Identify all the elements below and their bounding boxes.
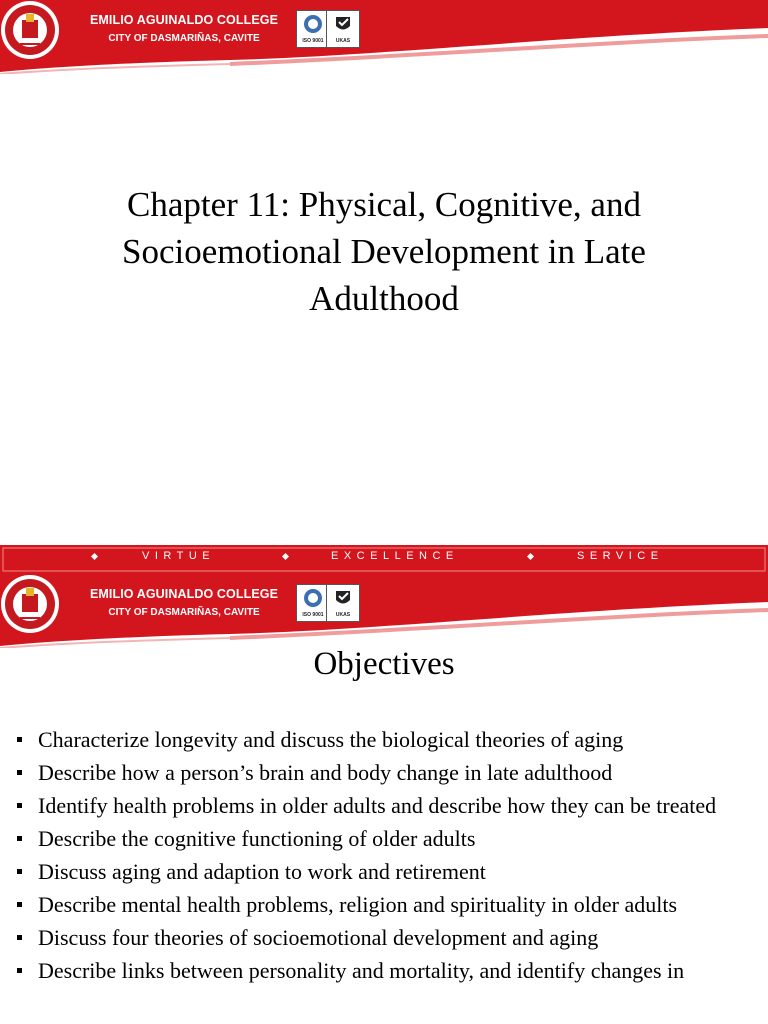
cert-right-label: UKAS [335, 612, 351, 618]
cert-left-label: ISO 9001 [302, 38, 324, 44]
ukas-certification-icon [326, 584, 360, 622]
ukas-certification-icon [326, 10, 360, 48]
motto-excellence: EXCELLENCE [331, 550, 459, 562]
objective-text: Describe the cognitive functioning of older adults [38, 826, 476, 851]
objective-text: Discuss four theories of socioemotional development and aging [38, 925, 599, 950]
college-city: CITY OF DASMARIÑAS, CAVITE [108, 607, 260, 618]
objectives-heading: Objectives [313, 646, 455, 682]
objective-text: Describe mental health problems, religion and spirituality in older adults [38, 892, 678, 917]
objective-text: Characterize longevity and discuss the biological theories of aging [38, 727, 624, 752]
header-banner [0, 574, 768, 648]
bullet-icon [17, 803, 22, 808]
objective-text: Describe links between personality and mortality, and identify changes in [38, 958, 685, 983]
iso-certification-icon [296, 584, 330, 622]
college-name: EMILIO AGUINALDO COLLEGE [89, 13, 279, 27]
objective-item [0, 922, 768, 953]
bullet-icon [17, 968, 22, 973]
objective-item [0, 757, 768, 788]
college-name: EMILIO AGUINALDO COLLEGE [89, 587, 279, 601]
objectives-list [0, 724, 768, 988]
iso-certification-icon [296, 10, 330, 48]
objective-item [0, 724, 768, 755]
header-banner [0, 0, 768, 74]
objectives-slide [0, 574, 768, 1024]
cert-right-label: UKAS [335, 38, 351, 44]
objective-item [0, 955, 768, 986]
objective-text: Identify health problems in older adults and describe how they can be treated [38, 793, 717, 818]
bullet-icon [17, 737, 22, 742]
objective-item [0, 790, 768, 821]
objective-item [0, 856, 768, 887]
bullet-icon [17, 935, 22, 940]
bullet-icon [17, 770, 22, 775]
objective-item [0, 889, 768, 920]
cert-left-label: ISO 9001 [302, 612, 324, 618]
motto-virtue: VIRTUE [142, 550, 216, 562]
chapter-title: Chapter 11: Physical, Cognitive, and Socioemotional Development in Late Adulthood [122, 185, 646, 318]
objective-text: Describe how a person’s brain and body change in late adulthood [38, 760, 613, 785]
objective-text: Discuss aging and adaption to work and retirement [38, 859, 486, 884]
motto-service: SERVICE [577, 550, 664, 562]
objective-item [0, 823, 768, 854]
college-seal-icon [0, 0, 60, 60]
bullet-icon [17, 869, 22, 874]
bullet-icon [17, 902, 22, 907]
motto-bar [0, 545, 768, 574]
college-city: CITY OF DASMARIÑAS, CAVITE [108, 33, 260, 44]
bullet-icon [17, 836, 22, 841]
college-seal-icon [0, 574, 60, 634]
